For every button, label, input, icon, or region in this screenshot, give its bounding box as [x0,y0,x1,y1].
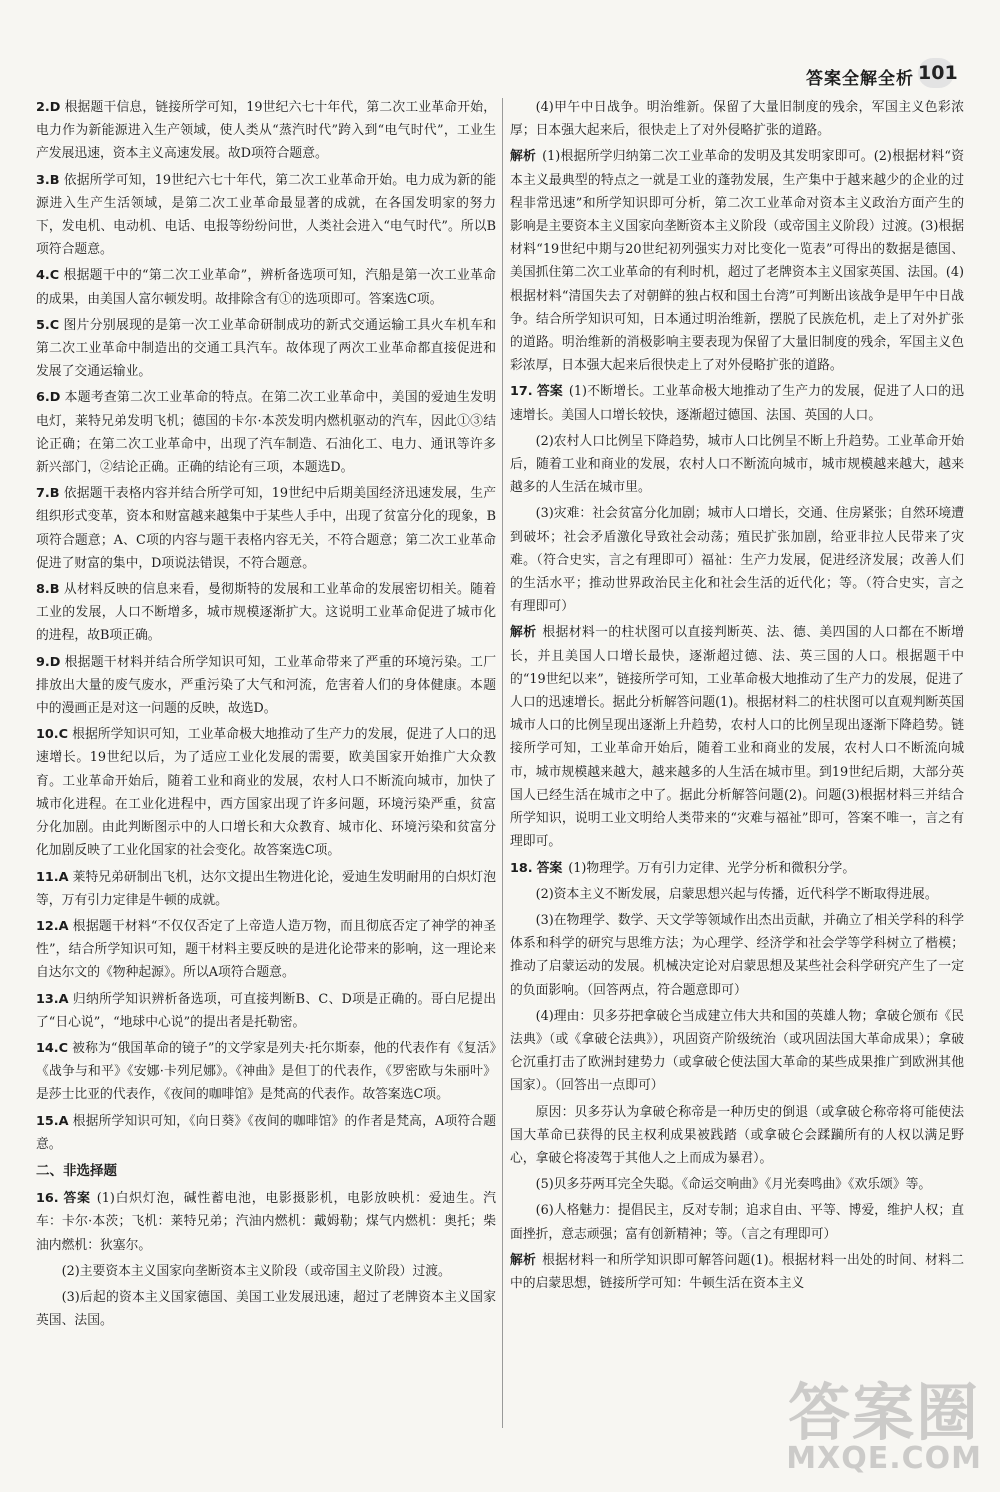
question-18 [510,857,964,880]
analysis-label: 解析 [510,149,537,165]
question-number: 17. [510,384,533,400]
right-column [510,96,964,1298]
question-item [36,866,496,912]
answer-text: (1)物理学。万有引力定律、光学分析和微积分学。 [568,860,856,876]
question-number: 13.A [36,991,69,1007]
watermark-logo [786,1376,982,1476]
question-number: 16. [36,1191,59,1207]
question-text: 从材料反映的信息来看，曼彻斯特的发展和工业革命的发展密切相关。随着工业的发展，人口不断增多，城市规模逐渐扩大。这说明工业革命促进了城市化的进程，故B项正确。 [36,582,496,644]
answer-text: (1)白炽灯泡，碱性蓄电池，电影摄影机，电影放映机：爱迪生。汽车：卡尔·本茨；飞机：莱特兄弟；汽油内燃机：戴姆勒；煤气内燃机：奥托；柴油内燃机：狄塞尔。 [36,1191,496,1253]
question-number: 10.C [36,727,69,743]
question-number: 3.B [36,172,60,188]
question-text: 本题考查第二次工业革命的特点。在第二次工业革命中，美国的爱迪生发明电灯，莱特兄弟发明飞机；德国的卡尔·本茨发明内燃机驱动的汽车，因此①③结论正确；在第二次工业革命中，出现了汽车制造、石油化工、电力、通讯等许多新兴部门，②结论正确。正确的结论有三项，本题选D。 [36,390,496,476]
question-item [36,723,496,862]
answer-paragraph: (4)理由：贝多芬把拿破仑当成建立伟大共和国的英雄人物；拿破仑颁布《民法典》（或《拿破仑法典》），巩固资产阶级统治（或巩固法国大革命成果）；拿破仑沉重打击了欧洲封建势力（或拿破仑使法国大革命的某些成果推广到欧洲其他国家）。（回答出一点即可） [510,1008,964,1094]
answer-paragraph: (3)在物理学、数学、天文学等领域作出杰出贡献，并确立了相关学科的科学体系和科学的研究与思维方法；为心理学、经济学和社会学等学科树立了楷模；推动了启蒙运动的发展。机械决定论对启蒙思想及某些社会科学研究产生了一定的负面影响。（回答两点，符合题意即可） [510,912,964,998]
answer-paragraph: (2)主要资本主义国家向垄断资本主义阶段（或帝国主义阶段）过渡。 [61,1263,451,1279]
analysis-block [510,145,964,377]
question-17 [510,380,964,426]
question-number: 14.C [36,1040,69,1056]
question-number: 18. [510,860,533,876]
question-item [36,482,496,575]
answer-label: 答案 [536,860,563,876]
question-number: 5.C [36,317,60,333]
question-item [36,915,496,985]
analysis-block [510,621,964,853]
header-title: 答案全解全析 [806,69,914,89]
question-text: 图片分别展现的是第一次工业革命研制成功的新式交通运输工具火车机车和第二次工业革命中制造出的交通工具汽车。故体现了两次工业革命都直接促进和发展了交通运输业。 [36,317,496,380]
column-divider [502,98,503,1428]
analysis-label: 解析 [510,625,537,641]
watermark-url: MXQE.COM [786,1441,982,1476]
question-text: 根据所学知识可知，工业革命极大地推动了生产力的发展，促进了人口的迅速增长。19世纪以后，为了适应工业化发展的需要，欧美国家开始推广大众教育。工业革命开始后，随着工业和商业的发展，农村人口不断流向城市，加快了城市化进程。在工业化进程中，西方国家出现了许多问题，环境污染严重，贫富分化加剧。由此判断图示中的人口增长和大众教育、城市化、环境污染和贫富分化加剧反映了工业化国家的社会变化。故答案选C项。 [36,727,496,859]
answer-paragraph: (6)人格魅力：提倡民主，反对专制；追求自由、平等、博爱，维护人权；直面挫折，意志顽强；富有创新精神；等。（言之有理即可） [510,1203,964,1242]
question-item [36,264,496,310]
analysis-text: (1)根据所学归纳第二次工业革命的发明及其发明家即可。(2)根据材料“资本主义最典型的特点之一就是工业的蓬勃发展，生产集中于越来越少的企业的过程非常迅速”和所学知识即可分析，第二次工业革命对资本主义政治方面产生的影响是主要资本主义国家向垄断资本主义阶段（或帝国主义阶段）过渡。(3)根据材料“19世纪中期与20世纪初列强实力对比变化一览表”可得出的数据是德国、美国抓住第二次工业革命的有利时机，超过了老牌资本主义国家英国、法国。(4)根据材料“清国失去了对朝鲜的独占权和国土台湾”可判断出该战争是甲午中日战争。结合所学知识可知，日本通过明治维新，摆脱了民族危机，走上了对外扩张的道路。明治维新的消极影响主要表现为保留了大量旧制度的残余，军国主义色彩浓厚，日本强大起来后很快走上了对外侵略扩张的道路。 [510,149,964,374]
analysis-label: 解析 [510,1252,537,1268]
question-item [36,314,496,384]
answer-paragraph: (4)甲午中日战争。明治维新。保留了大量旧制度的残余，军国主义色彩浓厚；日本强大起来后，很快走上了对外侵略扩张的道路。 [510,100,964,139]
answer-paragraph: (3)后起的资本主义国家德国、美国工业发展迅速，超过了老牌资本主义国家英国、法国。 [36,1289,496,1329]
answer-paragraph: (3)灾难：社会贫富分化加剧；城市人口增长，交通、住房紧张；自然环境遭到破坏；社会矛盾激化导致社会动荡；殖民扩张加剧，给亚非拉人民带来了灾难。（符合史实，言之有理即可）福祉：生产力发展，促进经济发展；改善人们的生活水平；推动世界政治民主化和社会生活的近代化；等。（符合史实，言之有理即可） [510,506,964,615]
question-text: 依据题干表格内容并结合所学可知，19世纪中后期美国经济迅速发展，生产组织形式变革，资本和财富越来越集中于某些人手中，出现了贫富分化的现象，B项符合题意；A、C项的内容与题干表格内容无关，不符合题意；第二次工业革命促进了财富的集中，D项说法错误，不符合题意。 [36,486,496,571]
question-text: 根据题干材料并结合所学知识可知，工业革命带来了严重的环境污染。工厂排放出大量的废气废水，严重污染了大气和河流，危害着人们的身体健康。本题中的漫画正是对这一问题的反映，故选D。 [36,654,496,717]
question-item [36,96,496,166]
question-number: 2.D [36,100,61,115]
question-item [36,651,496,721]
question-text: 莱特兄弟研制出飞机，达尔文提出生物进化论，爱迪生发明耐用的白炽灯泡等，万有引力定律是牛顿的成就。 [36,869,496,908]
answer-label: 答案 [62,1191,91,1207]
question-number: 15.A [36,1113,69,1129]
question-item [36,1037,496,1107]
answer-paragraph: (2)农村人口比例呈下降趋势，城市人口比例呈不断上升趋势。工业革命开始后，随着工业和商业的发展，农村人口不断流向城市，城市规模越来越大，越来越多的人生活在城市里。 [510,433,964,496]
analysis-text: 根据材料一的柱状图可以直接判断英、法、德、美四国的人口都在不断增长，并且美国人口增长最快，逐渐超过德、法、英三国的人口。根据题干中的“19世纪以来”，链接所学可知，工业革命极大地推动了生产力的发展，促进了人口的迅速增长。据此分析解答问题(1)。根据材料二的柱状图可以直观判断英国城市人口的比例呈现出逐渐上升趋势，农村人口的比例呈现出逐渐下降趋势。链接所学可知，工业革命开始后，随着工业和商业的发展，农村人口不断流向城市，城市规模越来越大，越来越多的人生活在城市里。到19世纪后期，大部分英国人已经生活在城市之中了。据此分析解答问题(2)。问题(3)根据材料三并结合所学知识，说明工业文明给人类带来的“灾难与福祉”即可，答案不唯一，言之有理即可。 [510,625,965,850]
left-column [36,96,496,1335]
question-item [36,1110,496,1156]
answer-paragraph: (2)资本主义不断发展，启蒙思想兴起与传播，近代科学不断取得进展。 [535,886,938,902]
answer-label: 答案 [536,384,563,400]
page-header [0,0,1000,100]
question-number: 6.D [36,390,61,406]
question-item [36,169,496,262]
question-text: 根据题干中的“第二次工业革命”，辨析备选项可知，汽船是第一次工业革命的成果，由美国人富尔顿发明。故排除含有①的选项即可。答案选C项。 [36,268,496,307]
section-title: 二、非选择题 [36,1162,117,1179]
answer-paragraph: 原因：贝多芬认为拿破仑称帝是一种历史的倒退（或拿破仑称帝将可能使法国大革命已获得的民主权利成果被践踏（或拿破仑会蹂躏所有的人权以满足野心，拿破仑将凌驾于其他人之上而成为暴君）。 [510,1104,964,1166]
question-text: 根据题干材料“不仅仅否定了上帝造人造万物，而且彻底否定了神学的神圣性”，结合所学知识可知，题干材料主要反映的是进化论带来的影响，这一理论来自达尔文的《物种起源》。所以A项符合题意。 [36,918,496,981]
question-item [36,578,496,648]
question-text: 被称为“俄国革命的镜子”的文学家是列夫·托尔斯泰，他的代表作有《复活》《战争与和平》《安娜·卡列尼娜》。《神曲》是但丁的代表作，《罗密欧与朱丽叶》是莎士比亚的代表作，《夜间的咖啡馆》是梵高的代表作。故答案选C项。 [36,1040,496,1103]
page-number: 101 [918,58,954,88]
question-item [36,386,496,479]
question-number: 12.A [36,918,69,934]
question-number: 7.B [36,486,60,502]
question-text: 根据题干信息，链接所学可知，19世纪六七十年代，第二次工业革命开始，电力作为新能源进入生产领域，使人类从“蒸汽时代”跨入到“电气时代”，工业生产发展迅速，资本主义高速发展。故D项符合题意。 [36,100,496,162]
question-text: 依据所学可知，19世纪六七十年代，第二次工业革命开始。电力成为新的能源进入生产生活领域，是第二次工业革命最显著的成就，在各国发明家的努力下，发电机、电动机、电话、电报等纷纷问世，人类社会进入“电气时代”。所以B项符合题意。 [36,172,496,258]
question-16 [36,1187,496,1257]
analysis-block [510,1249,964,1295]
question-number: 11.A [36,869,69,885]
question-text: 根据所学知识可知，《向日葵》《夜间的咖啡馆》的作者是梵高，A项符合题意。 [36,1113,496,1152]
analysis-text: 根据材料一和所学知识即可解答问题(1)。根据材料一出处的时间、材料二中的启蒙思想，链接所学可知：牛顿生活在资本主义 [510,1252,964,1291]
question-number: 9.D [36,654,61,670]
question-text: 归纳所学知识辨析备选项，可直接判断B、C、D项是正确的。哥白尼提出了“日心说”，“地球中心说”的提出者是托勒密。 [36,991,496,1030]
watermark-title: 答案圈 [788,1376,981,1449]
answer-text: (1)不断增长。工业革命极大地推动了生产力的发展，促进了人口的迅速增长。美国人口增长较快，逐渐超过德国、法国、英国的人口。 [510,384,964,423]
question-number: 8.B [36,582,60,598]
question-item [36,988,496,1034]
answer-paragraph: (5)贝多芬两耳完全失聪。《命运交响曲》《月光奏鸣曲》《欢乐颂》等。 [535,1177,932,1193]
question-number: 4.C [36,268,60,284]
